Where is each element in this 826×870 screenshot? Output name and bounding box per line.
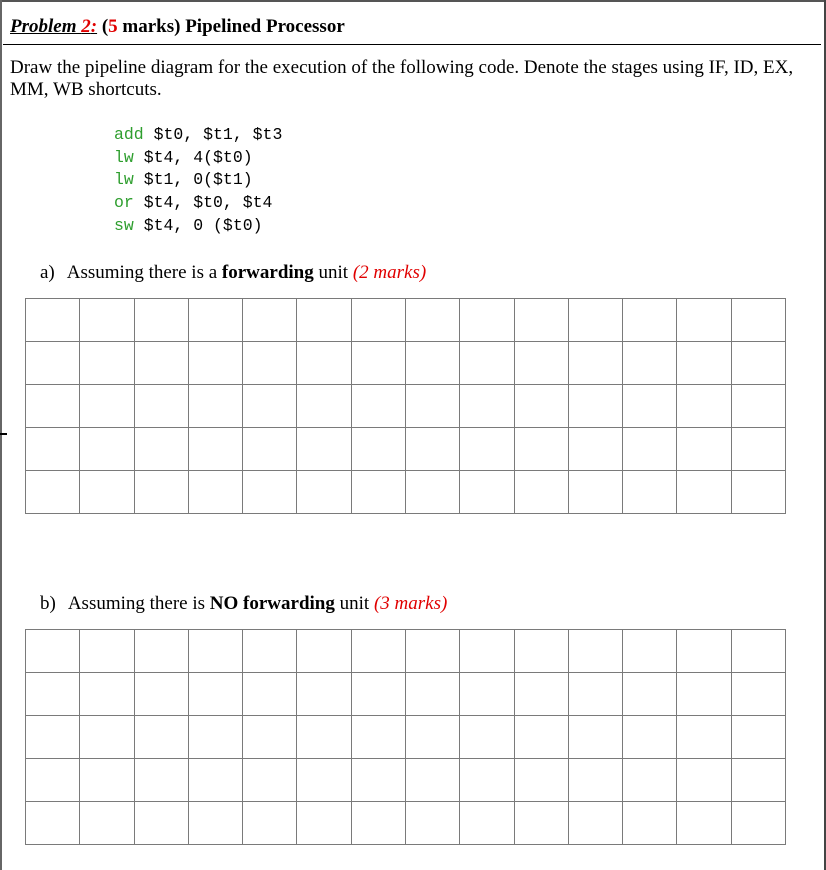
margin-tick	[0, 433, 7, 435]
grid-b-cell[interactable]	[297, 802, 351, 845]
grid-b-cell[interactable]	[26, 716, 80, 759]
grid-b-row	[26, 630, 786, 673]
grid-b-cell[interactable]	[677, 759, 731, 802]
grid-b-cell[interactable]	[26, 759, 80, 802]
grid-b-cell[interactable]	[405, 759, 459, 802]
grid-b-cell[interactable]	[623, 630, 677, 673]
grid-b-cell[interactable]	[623, 759, 677, 802]
grid-b-cell[interactable]	[460, 673, 514, 716]
grid-b-cell[interactable]	[134, 759, 188, 802]
grid-b-cell[interactable]	[351, 716, 405, 759]
grid-a-cell[interactable]	[460, 385, 514, 428]
code-opcode: sw	[114, 215, 134, 235]
grid-b-row	[26, 759, 786, 802]
grid-b-cell[interactable]	[80, 802, 134, 845]
code-opcode: lw	[114, 170, 134, 190]
grid-a-cell[interactable]	[188, 342, 242, 385]
grid-b-cell[interactable]	[623, 673, 677, 716]
pipeline-grid-b[interactable]	[25, 629, 786, 845]
part-a-heading: a) Assuming there is a forwarding unit (2 marks)	[40, 262, 427, 283]
code-operands: $t1, 0($t1)	[133, 170, 253, 190]
grid-b-cell[interactable]	[351, 630, 405, 673]
code-opcode: or	[114, 193, 134, 213]
grid-b-cell[interactable]	[188, 802, 242, 845]
grid-a-cell[interactable]	[677, 471, 731, 514]
grid-a-cell[interactable]	[514, 299, 568, 342]
grid-a-cell[interactable]	[26, 342, 80, 385]
grid-a-cell[interactable]	[297, 342, 351, 385]
grid-a-cell[interactable]	[514, 428, 568, 471]
code-opcode: add	[114, 125, 144, 144]
code-line	[114, 192, 282, 215]
grid-a-cell[interactable]	[351, 385, 405, 428]
code-opcode: lw	[114, 147, 134, 167]
grid-a-cell[interactable]	[188, 299, 242, 342]
grid-b-cell[interactable]	[514, 802, 568, 845]
grid-a-cell[interactable]	[460, 428, 514, 471]
grid-a-cell[interactable]	[731, 342, 785, 385]
grid-b-cell[interactable]	[297, 673, 351, 716]
grid-b-cell[interactable]	[405, 716, 459, 759]
grid-b-cell[interactable]	[134, 630, 188, 673]
grid-b-cell[interactable]	[568, 673, 622, 716]
grid-b-cell[interactable]	[405, 802, 459, 845]
grid-b-cell[interactable]	[623, 802, 677, 845]
grid-b-cell[interactable]	[243, 630, 297, 673]
grid-a-cell[interactable]	[26, 471, 80, 514]
grid-b-cell[interactable]	[460, 716, 514, 759]
grid-b-cell[interactable]	[623, 716, 677, 759]
grid-a-row	[26, 342, 786, 385]
grid-b-cell[interactable]	[134, 673, 188, 716]
grid-b-cell[interactable]	[731, 630, 785, 673]
grid-b-cell[interactable]	[243, 802, 297, 845]
grid-b-cell[interactable]	[188, 630, 242, 673]
code-operands: $t0, $t1, $t3	[143, 125, 283, 144]
grid-b-cell[interactable]	[80, 716, 134, 759]
grid-b-cell[interactable]	[243, 673, 297, 716]
grid-a-cell[interactable]	[297, 471, 351, 514]
grid-b-cell[interactable]	[514, 673, 568, 716]
grid-a-cell[interactable]	[26, 299, 80, 342]
grid-a-cell[interactable]	[80, 471, 134, 514]
grid-b-cell[interactable]	[297, 630, 351, 673]
grid-a-cell[interactable]	[80, 385, 134, 428]
grid-a-cell[interactable]	[297, 428, 351, 471]
code-operands: $t4, 4($t0)	[133, 147, 253, 167]
grid-b-cell[interactable]	[188, 716, 242, 759]
grid-b-cell[interactable]	[26, 630, 80, 673]
problem-header	[3, 16, 821, 45]
grid-b-cell[interactable]	[731, 759, 785, 802]
grid-a-cell[interactable]	[26, 428, 80, 471]
page-border-left	[0, 0, 2, 870]
grid-a-cell[interactable]	[405, 342, 459, 385]
grid-a-cell[interactable]	[243, 428, 297, 471]
grid-b-cell[interactable]	[460, 802, 514, 845]
grid-b-cell[interactable]	[677, 630, 731, 673]
grid-a-cell[interactable]	[351, 299, 405, 342]
grid-a-cell[interactable]	[405, 471, 459, 514]
grid-a-cell[interactable]	[80, 299, 134, 342]
grid-b-cell[interactable]	[677, 673, 731, 716]
code-operands: $t4, 0 ($t0)	[133, 215, 263, 235]
grid-b-cell[interactable]	[188, 759, 242, 802]
problem-title: (5 marks) Pipelined Processor	[101, 16, 345, 37]
grid-b-cell[interactable]	[460, 759, 514, 802]
grid-a-row	[26, 471, 786, 514]
grid-b-cell[interactable]	[351, 759, 405, 802]
grid-b-cell[interactable]	[568, 802, 622, 845]
grid-a-row	[26, 299, 786, 342]
grid-b-cell[interactable]	[405, 673, 459, 716]
code-line	[114, 147, 282, 170]
problem-label: Problem 2:	[10, 16, 98, 37]
grid-b-cell[interactable]	[351, 673, 405, 716]
code-operands: $t4, $t0, $t4	[133, 193, 273, 213]
code-line	[114, 169, 282, 192]
grid-b-row	[26, 673, 786, 716]
grid-a-cell[interactable]	[731, 428, 785, 471]
grid-a-cell[interactable]	[460, 299, 514, 342]
grid-b-cell[interactable]	[677, 716, 731, 759]
grid-b-cell[interactable]	[134, 716, 188, 759]
grid-a-cell[interactable]	[514, 385, 568, 428]
grid-b-cell[interactable]	[460, 630, 514, 673]
grid-a-cell[interactable]	[351, 471, 405, 514]
grid-b-cell[interactable]	[80, 673, 134, 716]
grid-a-cell[interactable]	[188, 385, 242, 428]
grid-a-cell[interactable]	[188, 471, 242, 514]
grid-a-cell[interactable]	[405, 385, 459, 428]
grid-a-cell[interactable]	[243, 342, 297, 385]
grid-b-cell[interactable]	[731, 802, 785, 845]
grid-a-cell[interactable]	[188, 428, 242, 471]
grid-a-cell[interactable]	[134, 428, 188, 471]
grid-a-cell[interactable]	[568, 471, 622, 514]
grid-b-cell[interactable]	[677, 802, 731, 845]
grid-b-cell[interactable]	[243, 716, 297, 759]
grid-a-cell[interactable]	[134, 299, 188, 342]
grid-b-cell[interactable]	[134, 802, 188, 845]
grid-b-cell[interactable]	[297, 759, 351, 802]
grid-b-row	[26, 716, 786, 759]
grid-b-cell[interactable]	[731, 673, 785, 716]
grid-a-cell[interactable]	[514, 342, 568, 385]
grid-b-cell[interactable]	[26, 673, 80, 716]
grid-a-cell[interactable]	[297, 299, 351, 342]
grid-a-cell[interactable]	[405, 428, 459, 471]
grid-b-cell[interactable]	[568, 716, 622, 759]
grid-a-cell[interactable]	[405, 299, 459, 342]
grid-a-cell[interactable]	[134, 342, 188, 385]
grid-a-cell[interactable]	[677, 299, 731, 342]
grid-a-cell[interactable]	[568, 342, 622, 385]
grid-a-cell[interactable]	[623, 342, 677, 385]
grid-a-cell[interactable]	[80, 428, 134, 471]
grid-b-cell[interactable]	[80, 630, 134, 673]
grid-b-cell[interactable]	[297, 716, 351, 759]
grid-b-cell[interactable]	[80, 759, 134, 802]
grid-a-cell[interactable]	[297, 385, 351, 428]
grid-a-cell[interactable]	[80, 342, 134, 385]
grid-a-cell[interactable]	[243, 471, 297, 514]
page-border-top	[0, 0, 826, 2]
grid-a-cell[interactable]	[460, 471, 514, 514]
grid-a-cell[interactable]	[460, 342, 514, 385]
grid-a-cell[interactable]	[243, 299, 297, 342]
grid-b-row	[26, 802, 786, 845]
grid-a-cell[interactable]	[568, 299, 622, 342]
grid-b-cell[interactable]	[514, 759, 568, 802]
grid-b-cell[interactable]	[26, 802, 80, 845]
grid-a-cell[interactable]	[731, 471, 785, 514]
grid-a-cell[interactable]	[243, 385, 297, 428]
grid-a-cell[interactable]	[623, 299, 677, 342]
code-block	[114, 124, 282, 238]
grid-b-cell[interactable]	[188, 673, 242, 716]
grid-a-cell[interactable]	[677, 385, 731, 428]
grid-a-cell[interactable]	[134, 471, 188, 514]
grid-a-cell[interactable]	[568, 385, 622, 428]
grid-a-cell[interactable]	[623, 385, 677, 428]
grid-b-cell[interactable]	[243, 759, 297, 802]
grid-a-row	[26, 428, 786, 471]
grid-a-cell[interactable]	[568, 428, 622, 471]
grid-b-cell[interactable]	[514, 716, 568, 759]
grid-b-cell[interactable]	[351, 802, 405, 845]
grid-a-cell[interactable]	[26, 385, 80, 428]
grid-a-cell[interactable]	[623, 428, 677, 471]
grid-a-cell[interactable]	[134, 385, 188, 428]
code-line	[114, 215, 282, 238]
grid-b-cell[interactable]	[731, 716, 785, 759]
code-line	[114, 124, 282, 147]
grid-b-cell[interactable]	[568, 759, 622, 802]
grid-b-cell[interactable]	[568, 630, 622, 673]
grid-b-cell[interactable]	[405, 630, 459, 673]
part-b-heading: b) Assuming there is NO forwarding unit (3 marks)	[40, 593, 448, 614]
grid-a-cell[interactable]	[677, 428, 731, 471]
grid-a-cell[interactable]	[351, 342, 405, 385]
instructions-text: Draw the pipeline diagram for the execution of the following code. Denote the stages using IF, ID, EX, MM, WB shortcuts.	[10, 57, 794, 100]
grid-a-cell[interactable]	[731, 385, 785, 428]
grid-a-cell[interactable]	[351, 428, 405, 471]
grid-a-cell[interactable]	[731, 299, 785, 342]
grid-a-cell[interactable]	[677, 342, 731, 385]
pipeline-grid-a[interactable]	[25, 298, 786, 514]
grid-a-cell[interactable]	[623, 471, 677, 514]
grid-a-row	[26, 385, 786, 428]
grid-b-cell[interactable]	[514, 630, 568, 673]
grid-a-cell[interactable]	[514, 471, 568, 514]
